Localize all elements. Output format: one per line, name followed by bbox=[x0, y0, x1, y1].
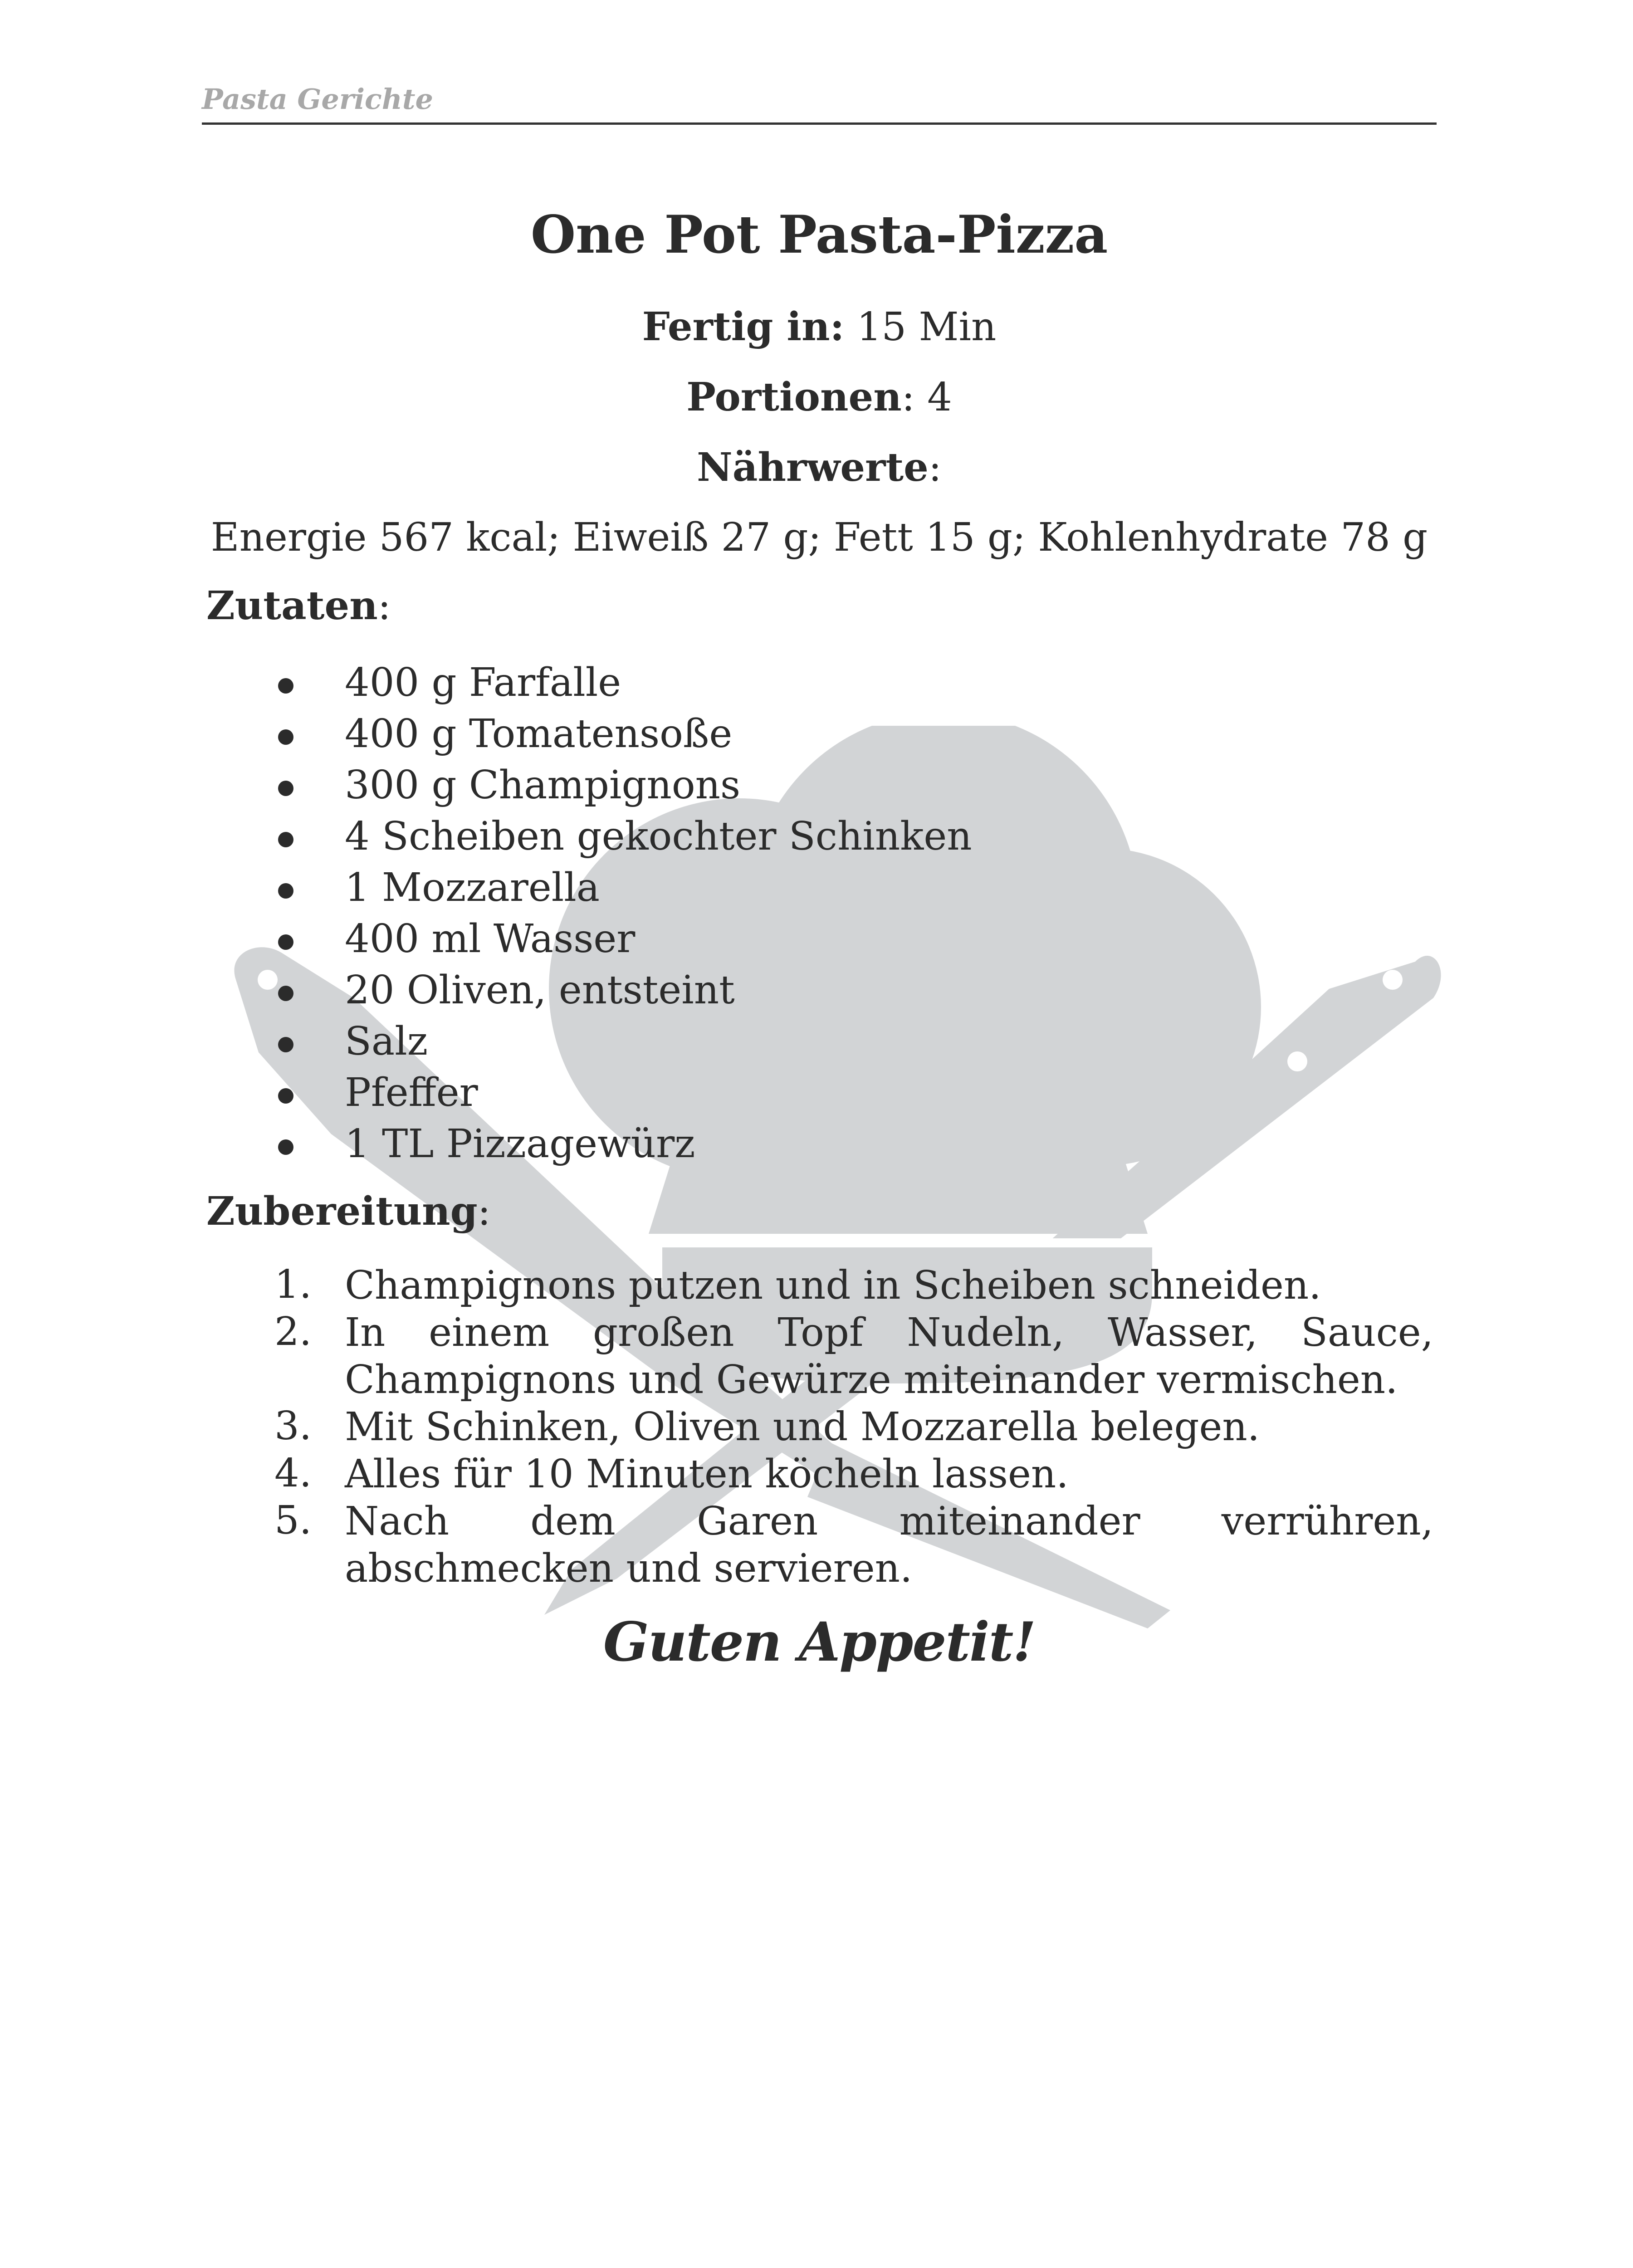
step-text: Alles für 10 Minuten köcheln lassen. bbox=[345, 1452, 1069, 1497]
bullet-icon bbox=[278, 1037, 293, 1052]
portions-label: Portionen bbox=[686, 374, 902, 420]
nutrition-values: Energie 567 kcal; Eiweiß 27 g; Fett 15 g; Kohlenhydrate 78 g bbox=[210, 515, 1428, 560]
bullet-icon bbox=[278, 729, 293, 745]
running-header: Pasta Gerichte bbox=[202, 83, 433, 116]
preparation-heading-colon: : bbox=[477, 1189, 491, 1234]
preparation-heading-label: Zubereitung bbox=[206, 1188, 478, 1234]
ready-time bbox=[202, 304, 1437, 350]
portions-value: : 4 bbox=[901, 375, 952, 420]
ingredient-text: 4 Scheiben gekochter Schinken bbox=[345, 814, 972, 859]
step-text: Mit Schinken, Oliven und Mozzarella belegen. bbox=[345, 1404, 1260, 1450]
bullet-icon bbox=[278, 986, 293, 1001]
step-text: In einem großen Topf Nudeln, Wasser, Sauce, Champignons und Gewürze miteinander vermischen. bbox=[345, 1310, 1433, 1403]
bullet-icon bbox=[278, 781, 293, 796]
ready-time-label: Fertig in: bbox=[642, 304, 845, 350]
step-number: 3. bbox=[274, 1403, 312, 1449]
ingredient-text: 20 Oliven, entsteint bbox=[345, 968, 735, 1013]
portions bbox=[202, 374, 1437, 420]
step-text: Champignons putzen und in Scheiben schneiden. bbox=[345, 1263, 1321, 1308]
bullet-icon bbox=[278, 1088, 293, 1104]
ingredients-heading-label: Zutaten bbox=[206, 583, 378, 629]
closing-greeting: Guten Appetit! bbox=[603, 1610, 1036, 1673]
ingredient-text: Salz bbox=[345, 1019, 428, 1064]
bullet-icon bbox=[278, 678, 293, 694]
ingredients-heading-colon: : bbox=[377, 583, 391, 629]
ingredient-text: 400 g Tomatensoße bbox=[345, 711, 733, 757]
nutrition-colon: : bbox=[928, 445, 942, 490]
step-text: Nach dem Garen miteinander verrühren, abschmecken und servieren. bbox=[345, 1499, 1433, 1591]
bullet-icon bbox=[278, 1139, 293, 1155]
ready-time-value: 15 Min bbox=[856, 304, 997, 350]
step-number: 5. bbox=[274, 1498, 312, 1543]
nutrition-label: Nährwerte bbox=[697, 445, 929, 490]
ingredient-text: 300 g Champignons bbox=[345, 763, 741, 808]
ingredient-text: Pfeffer bbox=[345, 1070, 478, 1115]
step-number: 1. bbox=[274, 1262, 312, 1307]
preparation-heading bbox=[206, 1188, 491, 1234]
bullet-icon bbox=[278, 883, 293, 899]
ingredient-text: 1 TL Pizzagewürz bbox=[345, 1121, 695, 1167]
step-number: 4. bbox=[274, 1451, 312, 1496]
bullet-icon bbox=[278, 832, 293, 847]
ingredient-text: 1 Mozzarella bbox=[345, 865, 600, 910]
ingredient-text: 400 ml Wasser bbox=[345, 916, 636, 962]
page-title: One Pot Pasta-Pizza bbox=[530, 204, 1108, 265]
step-number: 2. bbox=[274, 1309, 312, 1354]
ingredient-text: 400 g Farfalle bbox=[345, 660, 621, 705]
ingredients-heading bbox=[206, 583, 391, 629]
bullet-icon bbox=[278, 934, 293, 950]
nutrition-heading bbox=[202, 445, 1437, 490]
